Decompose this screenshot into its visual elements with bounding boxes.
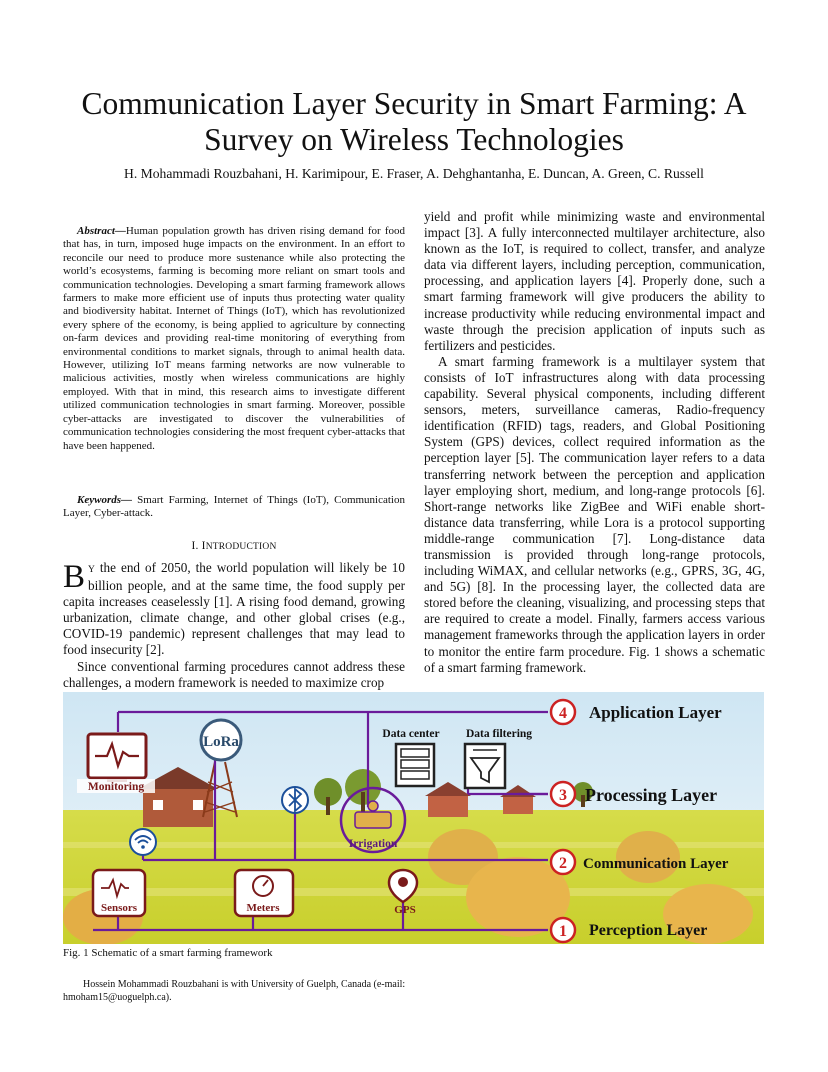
svg-text:4: 4 bbox=[559, 705, 567, 722]
monitoring-icon bbox=[88, 734, 146, 782]
sensors-label: Sensors bbox=[100, 902, 138, 914]
svg-text:Processing Layer: Processing Layer bbox=[585, 785, 718, 805]
abstract-text: Human population growth has driven rising demand for food that has, in turn, imposed huge impacts on the environment. In an effort to reconcile our need to produce more sustenance while also protecting the world’s ecosystems, farming is becoming more reliant on smart tools and communication technologies. Developing a smart farming framework allows farmers to make more efficient use of inputs thus protecting water quality and biodiversity habitat. Internet of Things (IoT), which has revolutionized every sphere of the economy, is being applied to agriculture by connecting on-farm devices and providing real-time monitoring of everything from environmental conditions to market signals, through to animal health data. However, utilizing IoT means farming networks are now vulnerable to malicious activities, mostly when wireless communications are highly employed. With that in mind, this research aims to investigate different utilized communication technologies in smart farming. Moreover, possible cyber-attacks are investigated to discover the vulnerabilities of communication technologies considering the most frequent cyber-attacks that have been happened. bbox=[63, 225, 405, 452]
svg-text:Application Layer: Application Layer bbox=[589, 703, 722, 722]
section-heading: I. INTRODUCTION bbox=[191, 540, 277, 552]
irrigation-label: Irrigation bbox=[348, 838, 398, 850]
wifi-icon bbox=[130, 829, 156, 855]
bluetooth-icon bbox=[282, 787, 308, 813]
abstract-label: Abstract bbox=[77, 225, 115, 237]
lora-label: LoRa bbox=[203, 734, 239, 750]
drop-cap: B bbox=[63, 559, 86, 595]
right-paragraph-2: A smart farming framework is a multilayer system that consists of IoT infrastructures along with data processing capability. Several physical components, including different sensors, meters, surveillance cameras, Radio-frequency identification (RFID) tags, readers, and Global Positioning System (GPS) devices, collect required information as the perception layer [5]. The communication layer refers to a data transferring network between the perception and application layer employing short, medium, and long-range protocols [6]. Short-range networks like ZigBee and WiFi enable short-distance data transferring, while Lora is a protocol supporting middle-range communication [7]. Long-distance data transmission is provided through long-range protocols, including WiMAX, and cellular networks (e.g., GPRS, 3G, 4G, and 5G) [8]. In the processing layer, the collected data are stored before the cleaning, visualizing, and processing steps that are required to create a model. Finally, farmers access various management frameworks through the application layers in order to monitor the entire farm procedure. Fig. 1 shows a schematic of a smart farming framework. bbox=[424, 353, 765, 675]
meters-label: Meters bbox=[246, 902, 280, 914]
data-filtering-icon bbox=[465, 744, 505, 788]
data-center-label: Data center bbox=[382, 728, 440, 740]
keywords-text: Smart Farming, Internet of Things (IoT), Communication Layer, Cyber-attack. bbox=[63, 494, 405, 520]
figure-smart-farming bbox=[63, 692, 764, 944]
intro-paragraph-1: the end of 2050, the world population will likely be 10 billion people, and at the same time, the food supply per capita increases ceaselessly [1]. A rising food demand, growing urbanization, climate change, and other global crises (e.g., COVID-19 pandemic) represent challenges that may lead to food insecurity [2]. bbox=[63, 560, 405, 658]
keywords-label: Keywords bbox=[77, 494, 121, 506]
right-paragraph-1: yield and profit while minimizing waste and environmental impact [3]. A fully interconnected multilayer architecture, also known as the IoT, is required to collect, transfer, and analyze data via different layers, including perception, communication, processing, and application layers [4]. Properly done, such a smart farming framework will give producers the ability to increase productivity while reducing environmental impact and waste through the precision application of inputs such as fertilizers and pesticides. bbox=[424, 209, 765, 353]
svg-text:2: 2 bbox=[559, 855, 567, 872]
smart-farming-schematic bbox=[63, 692, 764, 944]
figure-caption: Fig. 1 Schematic of a smart farming framework bbox=[63, 947, 273, 959]
paper-title: Communication Layer Security in Smart Farming: A Survey on Wireless Technologies bbox=[81, 86, 747, 157]
svg-text:Communication Layer: Communication Layer bbox=[583, 856, 729, 872]
author-list: H. Mohammadi Rouzbahani, H. Karimipour, E. Fraser, A. Dehghantanha, E. Duncan, A. Green, C. Russell bbox=[124, 166, 704, 181]
abstract: Abstract—Human population growth has driven rising demand for food that has, in turn, imposed huge impacts on the environment. In an effort to reconcile our need to produce more sustenance while also protecting the world’s ecosystems, farming is becoming more reliant on smart tools and communication technologies. Developing a smart farming framework allows farmers to make more efficient use of inputs thus protecting water quality and biodiversity habitat. Internet of Things (IoT), which has revolutionized every sphere of the economy, is being applied to agriculture by connecting on-farm devices and providing real-time monitoring of everything from environmental conditions to market signals, through to animal health data. However, utilizing IoT means farming networks are now vulnerable to malicious activities, mostly when wireless communications are highly employed. With that in mind, this research aims to investigate different utilized communication technologies in smart farming. Moreover, possible cyber-attacks are investigated to discover the vulnerabilities of communication technologies considering the most frequent cyber-attacks that have been happened. bbox=[63, 225, 405, 452]
intro-paragraph-2: Since conventional farming procedures cannot address these challenges, a modern framework is needed to maximize crop bbox=[63, 658, 405, 690]
monitoring-label: Monitoring bbox=[87, 781, 145, 793]
data-filtering-label: Data filtering bbox=[465, 728, 533, 740]
keywords: Keywords— Smart Farming, Internet of Things (IoT), Communication Layer, Cyber-attack. bbox=[63, 494, 405, 520]
svg-text:3: 3 bbox=[559, 787, 567, 804]
data-center-icon bbox=[396, 744, 434, 786]
introduction-text: B Y the end of 2050, the world population will likely be 10 billion people, and at the same time, the food supply per capita increases ceaselessly [1]. A rising food demand, growing urbanization, climate change, and other global crises (e.g., COVID-19 pandemic) represent challenges that may lead to food insecurity [2]. Since conventional farming procedures cannot address these challenges, a modern framework is needed to maximize crop bbox=[63, 559, 405, 690]
svg-text:Perception Layer: Perception Layer bbox=[589, 922, 708, 939]
author-footnote: Hossein Mohammadi Rouzbahani is with University of Guelph, Canada (e-mail: hmoham15@uoguelph.ca). bbox=[63, 979, 406, 1003]
right-column-text bbox=[424, 209, 765, 676]
gps-label: GPS bbox=[394, 904, 416, 916]
svg-text:1: 1 bbox=[559, 923, 567, 940]
